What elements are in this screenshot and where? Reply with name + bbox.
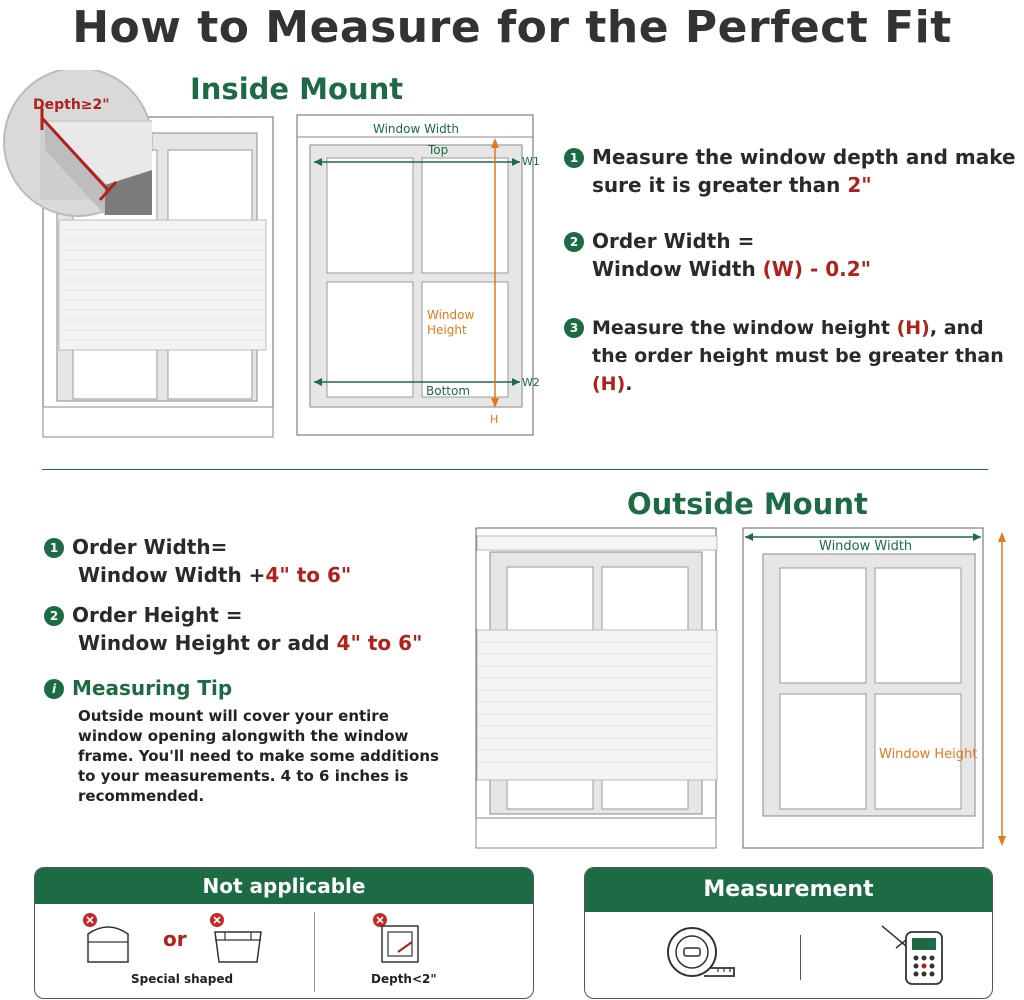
- h-label: H: [490, 413, 499, 426]
- outside-mount-shade-illustration: [470, 522, 725, 852]
- inside-step-1: 1 Measure the window depth and make sure it is greater than 2": [564, 143, 1024, 199]
- not-applicable-heading: Not applicable: [35, 868, 533, 904]
- step-number: 2: [564, 232, 584, 252]
- step-number: 1: [564, 148, 584, 168]
- depth-small-label: Depth<2": [371, 972, 437, 986]
- special-shaped-label: Special shaped: [131, 972, 234, 986]
- outside-window-width-label: Window Width: [819, 539, 913, 554]
- page-title: How to Measure for the Perfect Fit: [72, 2, 952, 53]
- panel-divider: [314, 912, 315, 992]
- outside-step-2: 2 Order Height = Window Height or add 4" to 6": [44, 601, 464, 657]
- w1-label: W1: [522, 155, 540, 168]
- depth-label: Depth≥2": [33, 97, 110, 113]
- measurement-divider: [800, 935, 801, 980]
- section-divider: [42, 469, 988, 470]
- inside-window-width-label: Window Width: [373, 122, 459, 136]
- depth-magnifier: [0, 70, 160, 220]
- special-shaped-icon-2: [205, 912, 270, 967]
- special-shaped-icon: [80, 912, 140, 967]
- outside-step-1: 1 Order Width= Window Width +4" to 6": [44, 533, 464, 589]
- outside-mount-heading: Outside Mount: [627, 487, 868, 521]
- step-number: 1: [44, 538, 64, 558]
- w2-label: W2: [522, 376, 540, 389]
- step-number: 2: [44, 606, 64, 626]
- outside-mount-measure-diagram: [735, 522, 1015, 852]
- measurement-heading: Measurement: [585, 868, 992, 912]
- bottom-label: Bottom: [426, 384, 471, 398]
- measuring-tip-text: Outside mount will cover your entire window opening alongwith the window frame. You'll need to make some additions to your measurements. 4 to 6 inches is recommended.: [78, 707, 439, 805]
- inside-step-2: 2 Order Width = Window Width (W) - 0.2": [564, 227, 1024, 283]
- laser-measure-icon: [878, 918, 958, 988]
- inside-mount-heading: Inside Mount: [190, 72, 404, 106]
- inside-step-3: 3 Measure the window height (H), and the order height must be greater than (H).: [564, 314, 1024, 398]
- inside-window-height-label: Window Height: [427, 308, 475, 337]
- shallow-depth-icon: [368, 912, 428, 967]
- inside-mount-measure-diagram: [290, 110, 550, 440]
- info-icon: i: [44, 679, 64, 699]
- measuring-tip-title: i Measuring Tip: [44, 676, 232, 700]
- top-label: Top: [428, 143, 449, 157]
- step-number: 3: [564, 318, 584, 338]
- outside-window-height-label: Window Height: [879, 747, 978, 762]
- or-label: or: [163, 927, 187, 951]
- tape-measure-icon: [660, 920, 740, 985]
